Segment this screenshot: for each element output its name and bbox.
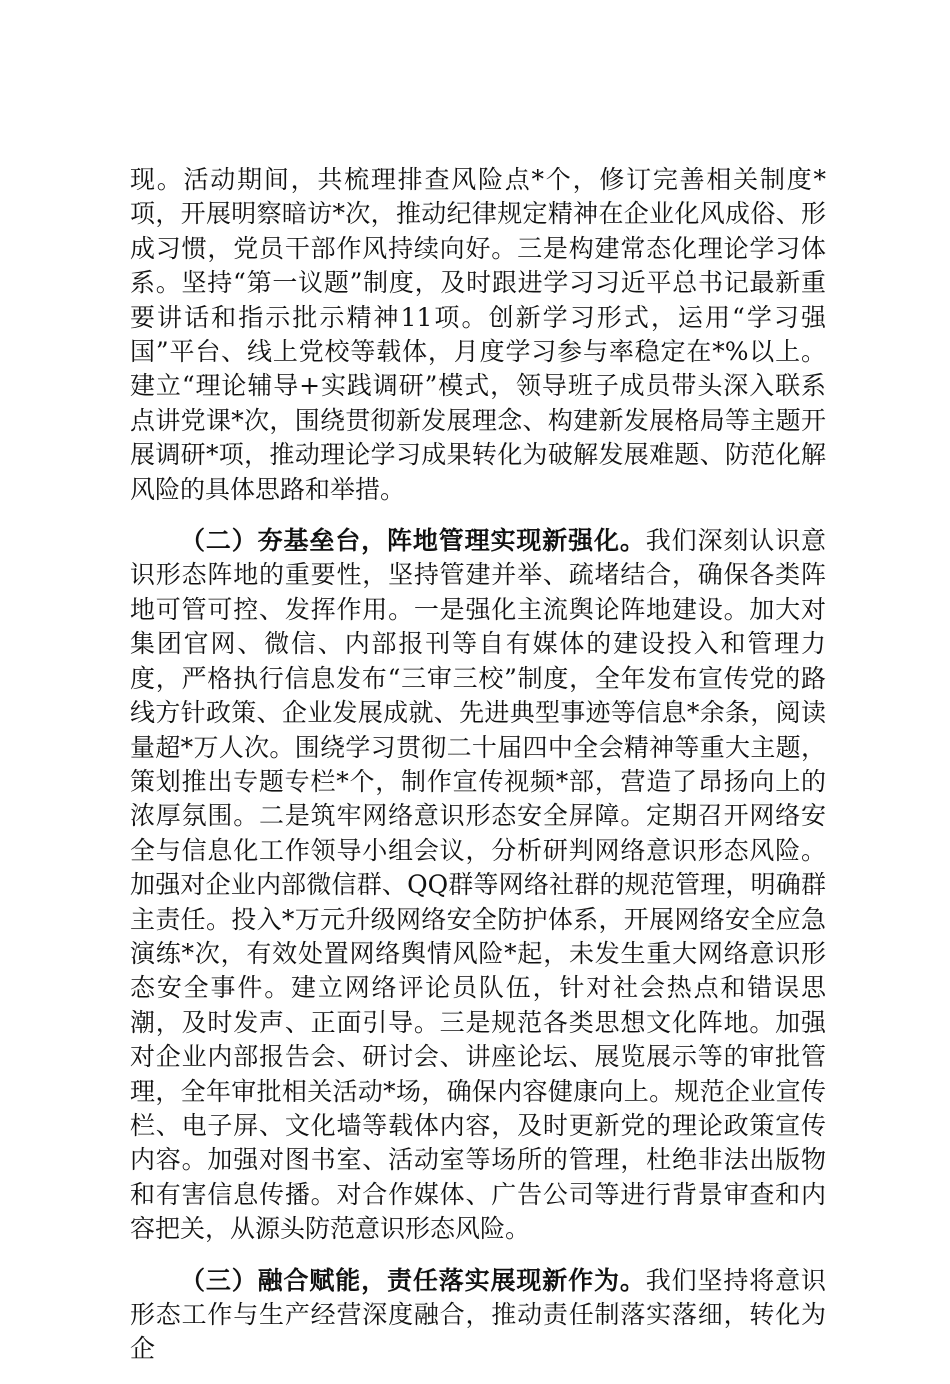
section-three-heading: （三）融合赋能，责任落实展现新作为。 [180,1265,646,1295]
paragraph-text: 现。活动期间，共梳理排查风险点*个，修订完善相关制度*项，开展明察暗访*次，推动纪律规定精神在企业化风成俗、形成习惯，党员干部作风持续向好。三是构建常态化理论学习体系。坚持“第一议题”制度，及时跟进学习习近平总书记最新重要讲话和指示批示精神11项。创新学习形式，运用“学习强国”平台、线上党校等载体，月度学习参与率稳定在*%以上。建立“理论辅导+实践调研”模式，领导班子成员带头深入联系点讲党课*次，围绕贯彻新发展理念、构建新发展格局等主题开展调研*项，推动理论学习成果转化为破解发展难题、防范化解风险的具体思路和举措。 [130,165,826,504]
section-three-paragraph [130,1264,826,1367]
paragraph-continuation [130,163,826,507]
section-two-paragraph [130,524,826,1247]
section-two-heading: （二）夯基垒台，阵地管理实现新强化。 [180,526,646,556]
paragraph-text: 我们坚持将意识形态工作与生产经营深度融合，推动责任制落实落细，转化为企 [130,1265,826,1364]
document-body [130,163,826,1384]
paragraph-text: 我们深刻认识意识形态阵地的重要性，坚持管建并举、疏堵结合，确保各类阵地可管可控、发挥作用。一是强化主流舆论阵地建设。加大对集团官网、微信、内部报刊等自有媒体的建设投入和管理力度，严格执行信息发布“三审三校”制度，全年发布宣传党的路线方针政策、企业发展成就、先进典型事迹等信息*余条，阅读量超*万人次。围绕学习贯彻二十届四中全会精神等重大主题，策划推出专题专栏*个，制作宣传视频*部，营造了昂扬向上的浓厚氛围。二是筑牢网络意识形态安全屏障。定期召开网络安全与信息化工作领导小组会议，分析研判网络意识形态风险。加强对企业内部微信群、QQ群等网络社群的规范管理，明确群主责任。投入*万元升级网络安全防护体系，开展网络安全应急演练*次，有效处置网络舆情风险*起，未发生重大网络意识形态安全事件。建立网络评论员队伍，针对社会热点和错误思潮，及时发声、正面引导。三是规范各类思想文化阵地。加强对企业内部报告会、研讨会、讲座论坛、展览展示等的审批管理，全年审批相关活动*场，确保内容健康向上。规范企业宣传栏、电子屏、文化墙等载体内容，及时更新党的理论政策宣传内容。加强对图书室、活动室等场所的管理，杜绝非法出版物和有害信息传播。对合作媒体、广告公司等进行背景审查和内容把关，从源头防范意识形态风险。 [130,526,826,1244]
